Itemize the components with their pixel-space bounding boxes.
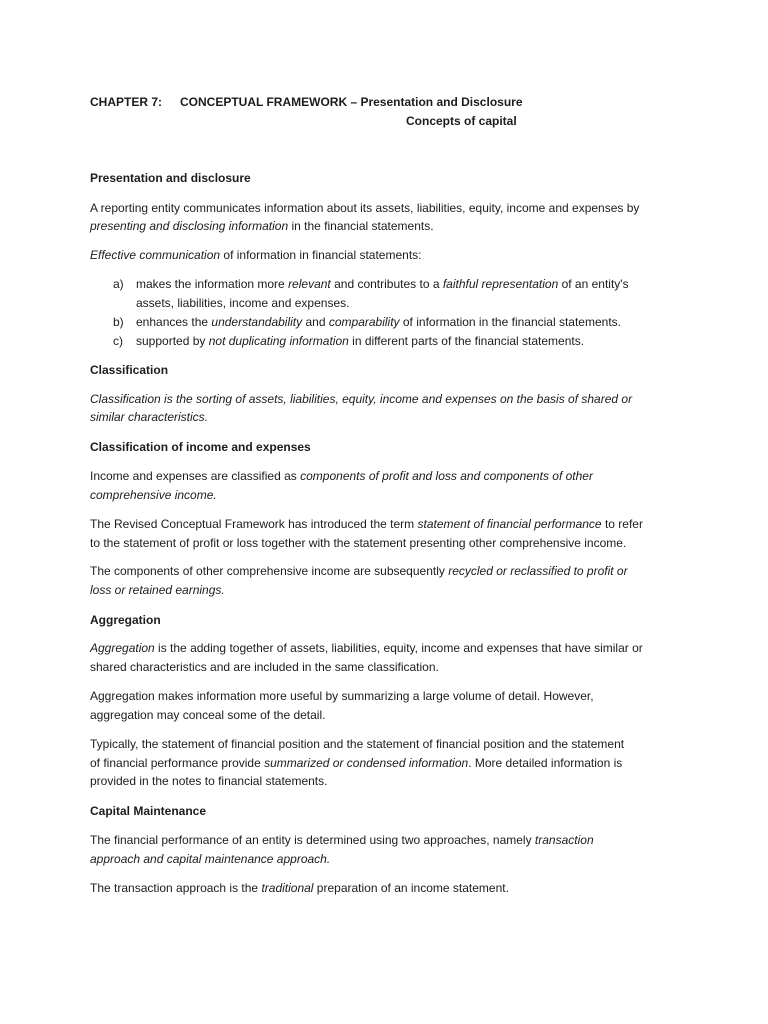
paragraph-line: presenting and disclosing information in the financial statements.	[90, 219, 434, 233]
section-heading-presentation: Presentation and disclosure	[90, 171, 251, 185]
list-marker: b)	[113, 315, 124, 329]
paragraph-line: The financial performance of an entity is determined using two approaches, namely transaction	[90, 833, 594, 847]
paragraph-line: Income and expenses are classified as components of profit and loss and components of other	[90, 469, 593, 483]
italic-text: Effective communication	[90, 248, 221, 262]
paragraph-line: The components of other comprehensive income are subsequently recycled or reclassified to profit or	[90, 564, 628, 578]
paragraph-line: A reporting entity communicates information about its assets, liabilities, equity, income and expenses by	[90, 201, 640, 215]
section-heading-aggregation: Aggregation	[90, 613, 161, 627]
chapter-subtitle: Concepts of capital	[406, 114, 517, 128]
paragraph-line: Typically, the statement of financial position and the statement of financial position and the statement	[90, 737, 625, 751]
chapter-header	[90, 95, 523, 109]
paragraph-line: approach and capital maintenance approach.	[90, 852, 331, 866]
paragraph-line: aggregation may conceal some of the detail.	[90, 708, 326, 722]
list-item-continuation: assets, liabilities, income and expenses.	[136, 296, 350, 310]
list-item: a) makes the information more relevant and contributes to a faithful representation of an entity's	[113, 277, 629, 291]
list-marker: a)	[113, 277, 124, 291]
paragraph-line: shared characteristics and are included in the same classification.	[90, 660, 439, 674]
italic-text: presenting and disclosing information	[90, 219, 289, 233]
paragraph-line: Aggregation is the adding together of assets, liabilities, equity, income and expenses that have similar or	[90, 641, 643, 655]
section-heading-classification: Classification	[90, 363, 169, 377]
paragraph-line: to the statement of profit or loss together with the statement presenting other comprehensive income.	[90, 536, 627, 550]
list-item: c) supported by not duplicating information in different parts of the financial statements.	[113, 334, 585, 348]
paragraph-line: The transaction approach is the traditional preparation of an income statement.	[90, 881, 509, 895]
paragraph-line: similar characteristics.	[90, 410, 209, 424]
paragraph-line: Effective communication of information in financial statements:	[90, 248, 422, 262]
paragraph-line: Classification is the sorting of assets, liabilities, equity, income and expenses on the basis of shared or	[90, 392, 633, 406]
paragraph-line: loss or retained earnings.	[90, 583, 225, 597]
list-item: b) enhances the understandability and comparability of information in the financial statements.	[113, 315, 621, 329]
paragraph-line: comprehensive income.	[90, 488, 217, 502]
list-marker: c)	[113, 334, 123, 348]
chapter-number: CHAPTER 7:	[90, 95, 163, 109]
chapter-title: CONCEPTUAL FRAMEWORK – Presentation and Disclosure	[180, 95, 523, 109]
paragraph-line: Aggregation makes information more useful by summarizing a large volume of detail. However,	[90, 689, 594, 703]
paragraph-line: The Revised Conceptual Framework has introduced the term statement of financial performance to refer	[90, 517, 643, 531]
paragraph-line: provided in the notes to financial statements.	[90, 774, 328, 788]
paragraph-line: of financial performance provide summarized or condensed information. More detailed information is	[90, 756, 623, 770]
section-heading-classification-income: Classification of income and expenses	[90, 440, 311, 454]
section-heading-capital-maintenance: Capital Maintenance	[90, 804, 207, 818]
